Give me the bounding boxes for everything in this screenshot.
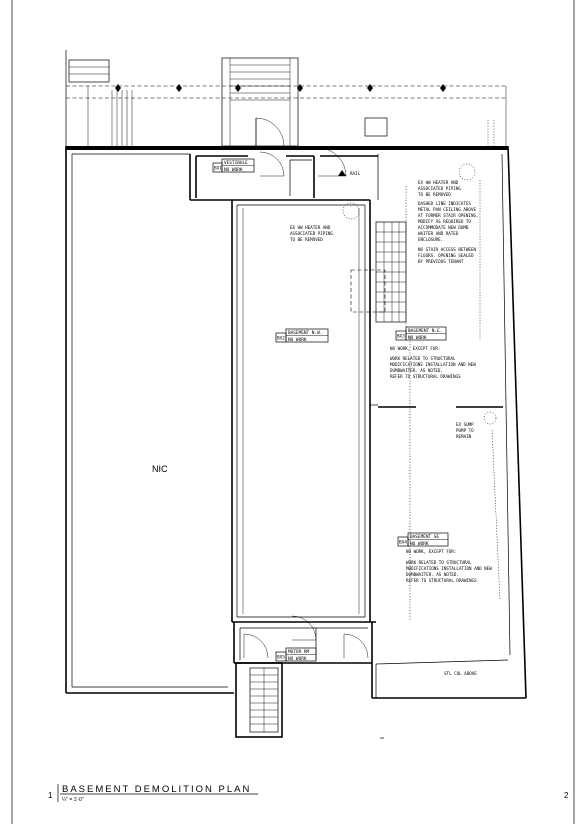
drawing-scale: ¼" = 1'-0": [62, 797, 84, 803]
hw-heater-nw: [343, 203, 359, 219]
room-number: BX2: [277, 336, 285, 342]
note-sump: [456, 422, 474, 439]
note-line: ACCOMMODATE NEW DUMB: [418, 225, 469, 230]
room-note: NO WORK: [288, 338, 307, 343]
note-line: MODIFICATIONS INSTALLATION AND NEW: [390, 362, 476, 367]
note-se-work: [406, 549, 492, 583]
room-number: BX3: [397, 334, 405, 340]
rail-callout: [338, 170, 361, 176]
drawing-title: BASEMENT DEMOLITION PLAN: [62, 784, 252, 795]
sheet-border: [12, 0, 574, 824]
note-line: PUMP TO: [456, 428, 474, 433]
note-line: METAL PAN CEILING ABOVE: [418, 207, 476, 212]
note-line: EX SUMP: [456, 422, 474, 427]
note-stair-access: [418, 247, 476, 264]
rail-posts: [115, 84, 446, 92]
note-line: MODIFY AS REQUIRED TO: [418, 219, 471, 224]
note-line: DUMBWAITER. AS NOTED.: [406, 572, 459, 577]
room-tag-vestibule: [213, 159, 254, 173]
room-number: BX1: [214, 166, 222, 172]
note-line: TO BE REMOVED: [418, 192, 451, 197]
exit-stair: [236, 663, 384, 738]
nic-label: NIC: [152, 464, 168, 474]
note-line: MODIFICATIONS INSTALLATION AND NEW: [406, 566, 492, 571]
room-tag-basement-ne: [396, 327, 446, 341]
hw-heater-ne: [459, 164, 475, 180]
note-heading: NO WORK, EXCEPT FOR:: [390, 346, 441, 351]
note-line: BY PREVIOUS TENANT: [418, 259, 464, 264]
note-line: EX HW HEATER AND: [290, 225, 331, 230]
note-framing: [418, 201, 479, 242]
note-line: REFER TO STRUCTURAL DRAWINGS: [390, 374, 461, 379]
door-swings: [244, 118, 368, 658]
note-line: FLOORS. OPENING SEALED: [418, 253, 474, 258]
detail-number: 1: [48, 791, 53, 800]
note-line: NO STAIR ACCESS BETWEEN: [418, 247, 476, 252]
note-heater-ne: [418, 180, 461, 197]
room-note: NO WORK: [288, 657, 307, 662]
room-note: NO WORK: [410, 542, 429, 547]
sheet-number: 2: [564, 791, 569, 800]
note-line: DASHED LINE INDICATES: [418, 201, 471, 206]
note-line: AT FORMER STAIR OPENING,: [418, 213, 479, 218]
note-heater-nw: [290, 225, 333, 242]
note-line: ASSOCIATED PIPING: [290, 231, 333, 236]
room-name: BASEMENT N.E.: [408, 329, 443, 334]
note-line: ASSOCIATED PIPING: [418, 186, 461, 191]
room-note: NO WORK: [408, 336, 427, 341]
exterior-yard: [66, 50, 506, 146]
room-tag-basement-nw: [276, 329, 328, 343]
note-line: TO BE REMOVED: [290, 237, 323, 242]
room-note: NO WORK: [224, 168, 243, 173]
room-number: BX5: [277, 655, 285, 661]
note-line: WAITER AND RATED: [418, 231, 459, 236]
note-line: WORK RELATED TO STRUCTURAL: [406, 560, 472, 565]
ne-stair: [351, 222, 406, 322]
room-name: BASEMENT N.W.: [288, 331, 323, 336]
note-line: DUMBWAITER. AS NOTED.: [390, 368, 443, 373]
yard-steps: [112, 90, 132, 146]
room-number: BX4: [399, 540, 407, 546]
room-tag-basement-se: [398, 533, 448, 547]
title-block: [48, 784, 569, 803]
note-col-above: STL COL ABOVE: [444, 671, 477, 676]
room-tag-motor-rm: [276, 648, 316, 662]
nw-room-framing: [243, 208, 359, 614]
room-name: MOTOR RM: [288, 650, 310, 655]
reference-lines: [406, 180, 500, 620]
rail-label: RAIL: [350, 171, 361, 176]
note-line: REMAIN: [456, 434, 472, 439]
note-line: EX HW HEATER AND: [418, 180, 459, 185]
note-line: ENCLOSURE.: [418, 237, 444, 242]
note-ne-work: [390, 346, 476, 379]
room-name: BASEMENT SE: [410, 535, 440, 540]
entry-stair: [222, 58, 298, 146]
note-line: REFER TO STRUCTURAL DRAWINGS: [406, 578, 477, 583]
room-name: VESTIBULE: [224, 161, 248, 166]
sump-pump: [484, 412, 496, 424]
note-heading: NO WORK, EXCEPT FOR:: [406, 549, 457, 554]
note-line: WORK RELATED TO STRUCTURAL: [390, 356, 456, 361]
